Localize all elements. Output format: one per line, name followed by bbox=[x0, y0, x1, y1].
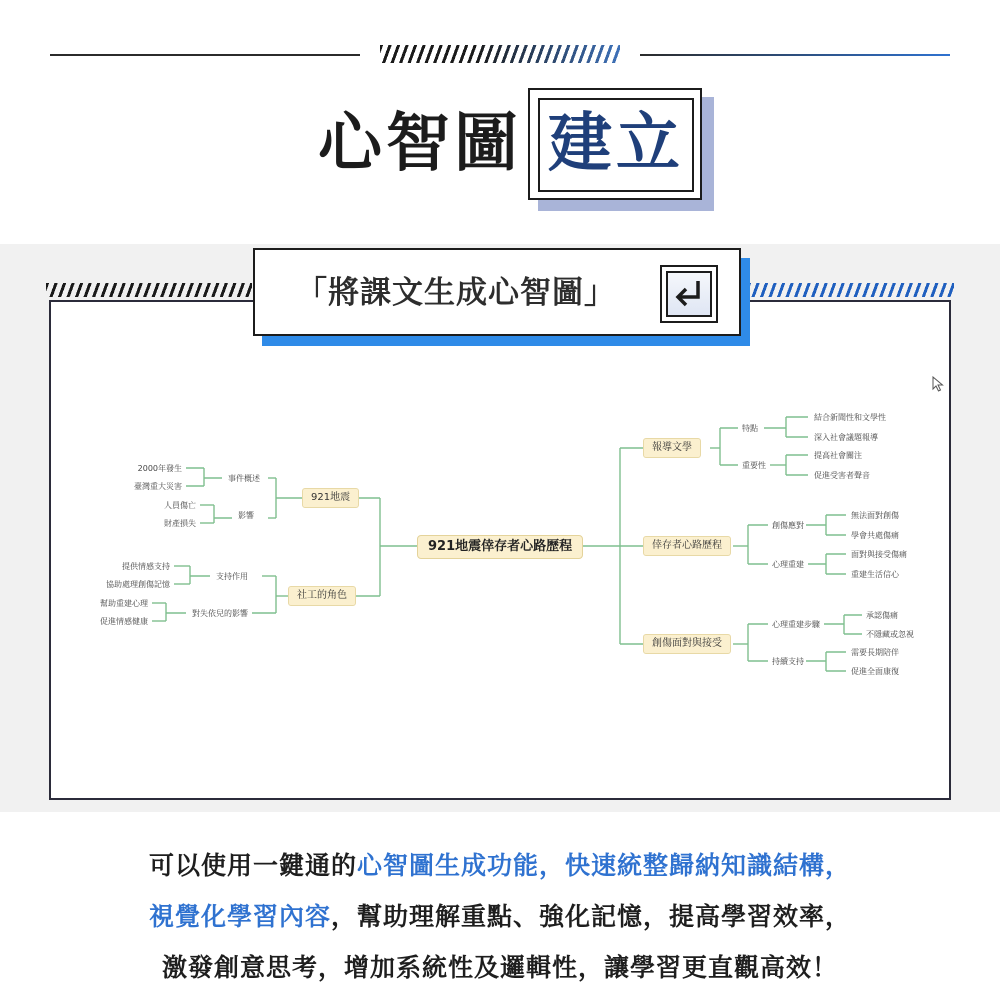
mindmap-branch-trauma[interactable]: 創傷面對與接受 bbox=[643, 634, 731, 654]
mindmap-group: 心理重建 bbox=[772, 560, 804, 569]
mouse-cursor-icon bbox=[932, 376, 944, 392]
mindmap-branch-survivor[interactable]: 倖存者心路歷程 bbox=[643, 536, 731, 556]
mindmap-leaf: 促進受害者聲音 bbox=[814, 471, 870, 480]
mindmap-leaf: 提供情感支持 bbox=[122, 562, 170, 571]
mindmap-group: 重要性 bbox=[742, 461, 766, 470]
header-divider-left bbox=[50, 54, 360, 56]
mindmap-leaf: 深入社會議題報導 bbox=[814, 433, 878, 442]
page-title-boxed: 建立 bbox=[538, 98, 694, 192]
panel-hatch-left bbox=[46, 283, 252, 297]
caption-text: 可以使用一鍵通的 bbox=[148, 851, 357, 880]
caption-highlight: 視覺化學習內容 bbox=[148, 902, 331, 931]
page-title: 心智圖 bbox=[318, 107, 522, 181]
command-text: 「將課文生成心智圖」 bbox=[296, 275, 616, 311]
mindmap-group: 支持作用 bbox=[216, 572, 248, 581]
mindmap-leaf: 財產損失 bbox=[164, 519, 196, 528]
header-divider-right bbox=[640, 54, 950, 56]
mindmap-leaf: 提高社會關注 bbox=[814, 451, 862, 460]
mindmap-leaf: 協助處理創傷記憶 bbox=[106, 580, 170, 589]
mindmap-group: 事件概述 bbox=[228, 474, 260, 483]
mindmap-leaf: 承認傷痛 bbox=[866, 611, 898, 620]
mindmap-leaf: 不隱藏或忽視 bbox=[866, 630, 914, 639]
panel-hatch-right bbox=[748, 283, 954, 297]
mindmap-group: 創傷應對 bbox=[772, 521, 804, 530]
mindmap-leaf: 面對與接受傷痛 bbox=[851, 550, 907, 559]
caption-line-2 bbox=[0, 897, 1000, 933]
mindmap-center-node[interactable]: 921地震倖存者心路歷程 bbox=[417, 535, 583, 559]
enter-key-icon[interactable] bbox=[660, 265, 718, 323]
caption-highlight: 心智圖生成功能，快速統整歸納知識結構， bbox=[357, 851, 852, 880]
mindmap-leaf: 結合新聞性和文學性 bbox=[814, 413, 886, 422]
mindmap-leaf: 幫助重建心理 bbox=[100, 599, 148, 608]
mindmap-group: 特點 bbox=[742, 424, 758, 433]
caption-text: ，幫助理解重點、強化記憶，提高學習效率， bbox=[331, 902, 852, 931]
mindmap-leaf: 學會共處傷痛 bbox=[851, 531, 899, 540]
mindmap-leaf: 無法面對創傷 bbox=[851, 511, 899, 520]
mindmap-group: 對失依兒的影響 bbox=[192, 609, 248, 618]
caption-line-1 bbox=[0, 846, 1000, 882]
mindmap-leaf: 人員傷亡 bbox=[164, 501, 196, 510]
mindmap-branch-reportage[interactable]: 報導文學 bbox=[643, 438, 701, 458]
mindmap-group: 影響 bbox=[238, 511, 254, 520]
mindmap-leaf: 重建生活信心 bbox=[851, 570, 899, 579]
mindmap-group: 心理重建步驟 bbox=[772, 620, 820, 629]
mindmap-leaf: 促進全面康復 bbox=[851, 667, 899, 676]
mindmap-branch-social-worker[interactable]: 社工的角色 bbox=[288, 586, 356, 606]
caption-line-3: 激發創意思考，增加系統性及邏輯性，讓學習更直觀高效！ bbox=[161, 953, 838, 982]
mindmap-leaf: 需要長期陪伴 bbox=[851, 648, 899, 657]
mindmap-leaf: 臺灣重大災害 bbox=[134, 482, 182, 491]
mindmap-group: 持續支持 bbox=[772, 657, 804, 666]
mindmap-branch-921[interactable]: 921地震 bbox=[302, 488, 359, 508]
mindmap-leaf: 2000年發生 bbox=[137, 464, 182, 473]
header-hatch-decoration bbox=[380, 45, 620, 63]
mindmap-leaf: 促進情感健康 bbox=[100, 617, 148, 626]
